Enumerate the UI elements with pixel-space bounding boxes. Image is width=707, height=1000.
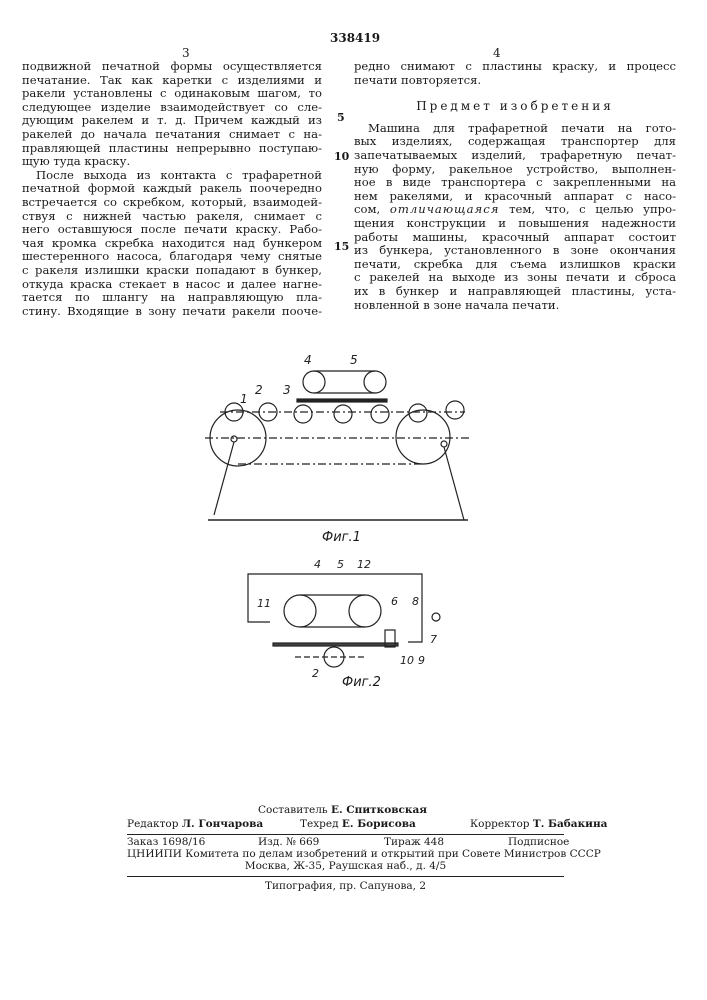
patent-page [0, 0, 707, 1000]
part-label: 5 [337, 560, 344, 571]
text-line: печати, скребка для съема излишков краски [354, 258, 676, 272]
text-line: щую туда краску. [22, 155, 322, 169]
text-line: ракелей до начала печатания снимает с на- [22, 128, 322, 142]
text-line: Машина для трафаретной печати на гото- [354, 122, 676, 136]
text-line: чая кромка скребка находится над бункером [22, 237, 322, 251]
text-line: дующим ракелем и т. д. Причем каждый из [22, 114, 322, 128]
part-label: 2 [255, 383, 263, 397]
text-line: новленной в зоне начала печати. [354, 299, 676, 313]
part-label: 3 [283, 383, 291, 397]
text-line: редно снимают с пластины краску, и процесс [354, 60, 676, 74]
text-line: После выхода из контакта с трафаретной [22, 169, 322, 183]
text-line: подвижной печатной формы осуществляется [22, 60, 322, 74]
part-label: 2 [312, 667, 319, 680]
part-label: 7 [430, 633, 437, 646]
editor: Редактор Л. Гончарова [127, 818, 263, 830]
text-line: ное в виде транспортера с закрепленными на [354, 176, 676, 190]
text-line: из бункера, установленного в зоне окончания [354, 244, 676, 258]
figure-2-drawing [240, 560, 450, 680]
corrector: Корректор Т. Бабакина [470, 818, 607, 830]
left-column-text [22, 60, 322, 318]
printer: Типография, пр. Сапунова, 2 [127, 880, 564, 892]
text-fragment: тем, что, с целью упро- [509, 202, 676, 216]
text-line: правляющей пластины непрерывно поступаю- [22, 142, 322, 156]
text-line: него оставшуюся после печати краску. Рабо- [22, 223, 322, 237]
text-line: ракели установлены с одинаковым шагом, то [22, 87, 322, 101]
figure-1-caption: Фиг.1 [322, 530, 361, 545]
part-label: 12 [357, 560, 371, 571]
text-line: вых изделиях, содержащая транспортер для [354, 135, 676, 149]
text-line: тается по шлангу на направляющую пла- [22, 291, 322, 305]
part-label: 6 [391, 595, 398, 608]
edition: Изд. № 669 [258, 836, 319, 848]
part-label: 10 [400, 654, 414, 667]
text-line: печатание. Так как каретки с изделиями и [22, 74, 322, 88]
part-label: 1 [240, 392, 248, 406]
part-label: 8 [412, 595, 419, 608]
text-line [354, 203, 676, 217]
text-fragment: сом, [354, 202, 380, 216]
text-line: запечатываемых изделий, трафаретную печат- [354, 149, 676, 163]
section-title: Предмет изобретения [354, 100, 676, 114]
text-line: печатной формой каждый ракель поочередно [22, 182, 322, 196]
order: Заказ 1698/16 [127, 836, 205, 848]
text-line: печати повторяется. [354, 74, 676, 88]
text-line: встречается со скребком, который, взаимодей- [22, 196, 322, 210]
patent-number: 338419 [330, 31, 380, 45]
page-number-left: 3 [182, 46, 190, 60]
line-number: 15 [334, 240, 349, 253]
text-line: стину. Входящие в зону печати ракели пооче- [22, 305, 322, 319]
line-number: 5 [337, 111, 345, 124]
text-line: их в бункер и направляющей пластины, уста- [354, 285, 676, 299]
text-line: щения конструкции и повышения надежности [354, 217, 676, 231]
part-label: 4 [304, 353, 312, 367]
line-number: 10 [334, 150, 349, 163]
circulation: Тираж 448 [384, 836, 444, 848]
part-label: 9 [418, 654, 425, 667]
part-label: 4 [314, 560, 321, 571]
text-line: ствуя с нижней частью ракеля, снимает с [22, 210, 322, 224]
text-line: шестеренного насоса, благодаря чему снятые [22, 250, 322, 264]
text-line: ную форму, ракельное устройство, выполнен- [354, 163, 676, 177]
part-label: 5 [350, 353, 358, 367]
subscription: Подписное [508, 836, 569, 848]
right-column-text [354, 60, 676, 312]
techred: Техред Е. Борисова [300, 818, 416, 830]
address: Москва, Ж-35, Раушская наб., д. 4/5 [127, 860, 564, 872]
text-line: работы машины, красочный аппарат состоит [354, 231, 676, 245]
figure-1-drawing [200, 350, 490, 530]
page-number-right: 4 [493, 46, 501, 60]
compiler: Составитель Е. Спитковская [258, 804, 427, 816]
text-line: откуда краска стекает в насос и далее нагне- [22, 278, 322, 292]
figure-2-caption: Фиг.2 [342, 675, 381, 690]
organization: ЦНИИПИ Комитета по делам изобретений и открытий при Совете Министров СССР [127, 848, 564, 860]
text-line: с ракеля излишки краски попадают в бункер, [22, 264, 322, 278]
part-label: 11 [257, 597, 271, 610]
text-line: нем ракелями, и красочный аппарат с насо- [354, 190, 676, 204]
divider [127, 876, 564, 877]
text-line: с ракелей на выходе из зоны печати и сброса [354, 271, 676, 285]
emphasis-text: отличающаяся [390, 202, 500, 216]
text-line: следующее изделие взаимодействует со сле- [22, 101, 322, 115]
divider [127, 834, 564, 835]
